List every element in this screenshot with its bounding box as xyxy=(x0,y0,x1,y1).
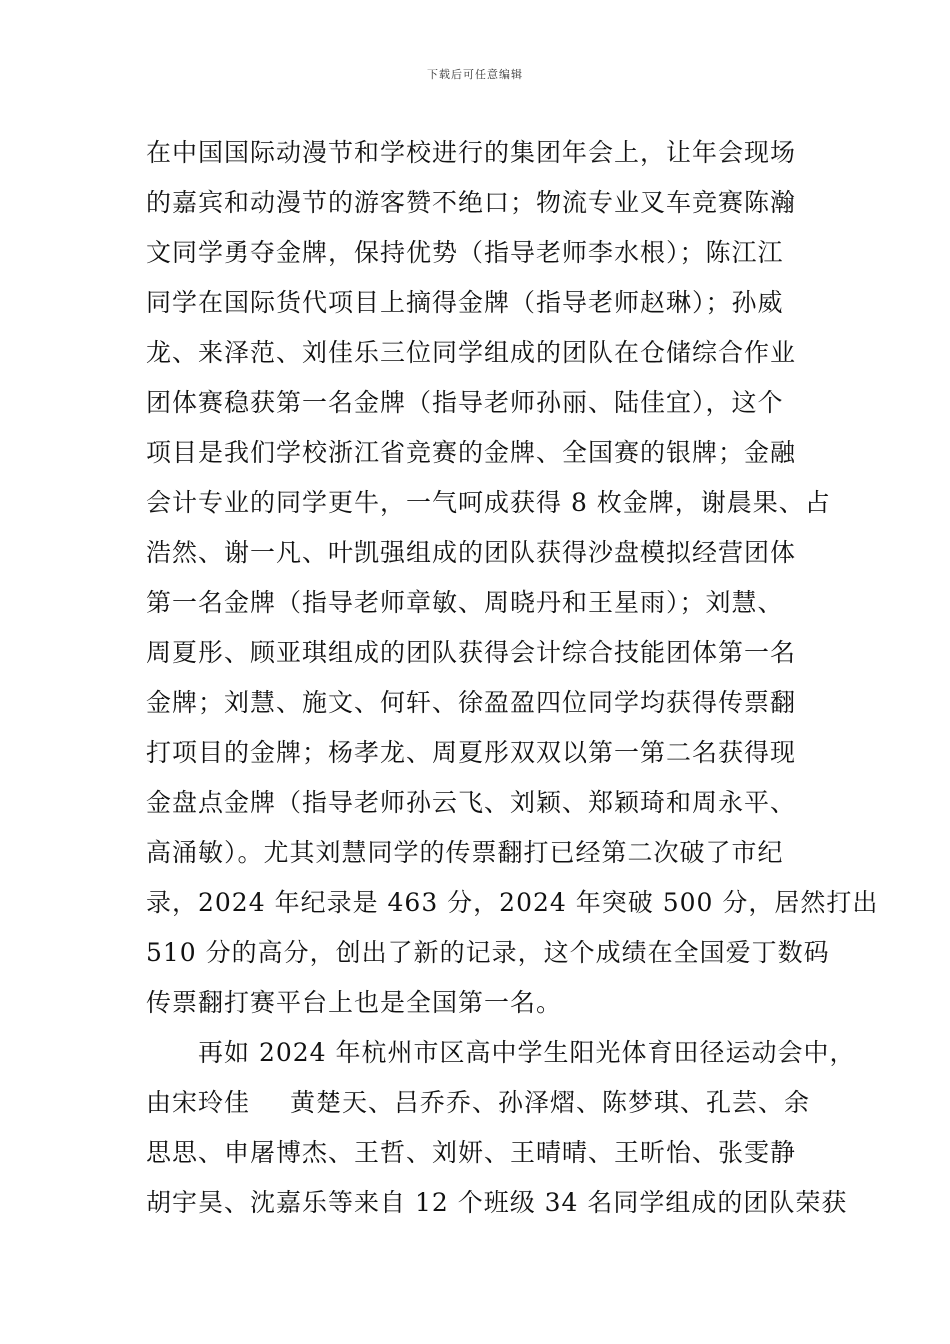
text-line: 金盘点金牌（指导老师孙云飞、刘颖、郑颖琦和周永平、 xyxy=(146,788,797,817)
text-line: 510 分的高分，创出了新的记录，这个成绩在全国爱丁数码 xyxy=(146,938,830,967)
text-line: 传票翻打赛平台上也是全国第一名。 xyxy=(146,988,563,1017)
text-line: 周夏彤、顾亚琪组成的团队获得会计综合技能团体第一名 xyxy=(146,638,797,667)
text-line: 思思、申屠博杰、王哲、刘妍、王晴晴、王昕怡、张雯静 xyxy=(146,1138,797,1167)
text-fragment: 由宋玲佳 xyxy=(146,1088,251,1117)
text-line: 录，2024 年纪录是 463 分，2024 年突破 500 分，居然打出 xyxy=(146,888,879,917)
paragraph-2 xyxy=(146,1028,856,1228)
paragraph-1 xyxy=(146,128,879,1028)
text-line: 第一名金牌（指导老师章敏、周晓丹和王星雨）；刘慧、 xyxy=(146,588,784,617)
body-text xyxy=(146,128,879,1228)
page-header: 下载后可任意编辑 xyxy=(427,68,523,81)
text-line: 文同学勇夺金牌，保持优势（指导老师李水根）；陈江江 xyxy=(146,238,784,267)
text-line: 金牌；刘慧、施文、何轩、徐盈盈四位同学均获得传票翻 xyxy=(146,688,797,717)
text-line: 在中国国际动漫节和学校进行的集团年会上，让年会现场 xyxy=(146,138,797,167)
text-line xyxy=(146,1078,816,1128)
text-line: 打项目的金牌；杨孝龙、周夏彤双双以第一第二名获得现 xyxy=(146,738,797,767)
text-line: 浩然、谢一凡、叶凯强组成的团队获得沙盘模拟经营团体 xyxy=(146,538,797,567)
text-line: 的嘉宾和动漫节的游客赞不绝口；物流专业叉车竞赛陈瀚 xyxy=(146,188,797,217)
text-line: 会计专业的同学更牛，一气呵成获得 8 枚金牌，谢晨果、占 xyxy=(146,488,831,517)
text-fragment: 黄楚天、吕乔乔、孙泽熠、陈梦琪、孔芸、余 xyxy=(290,1088,811,1117)
text-line: 高涌敏）。尤其刘慧同学的传票翻打已经第二次破了市纪 xyxy=(146,838,784,867)
text-line: 胡宇昊、沈嘉乐等来自 12 个班级 34 名同学组成的团队荣获 xyxy=(146,1188,848,1217)
text-line: 项目是我们学校浙江省竞赛的金牌、全国赛的银牌；金融 xyxy=(146,438,797,467)
text-line: 再如 2024 年杭州市区高中学生阳光体育田径运动会中， xyxy=(198,1038,856,1067)
text-line: 团体赛稳获第一名金牌（指导老师孙丽、陆佳宜），这个 xyxy=(146,388,784,417)
text-line: 同学在国际货代项目上摘得金牌（指导老师赵琳）；孙威 xyxy=(146,288,784,317)
text-line: 龙、来泽范、刘佳乐三位同学组成的团队在仓储综合作业 xyxy=(146,338,797,367)
